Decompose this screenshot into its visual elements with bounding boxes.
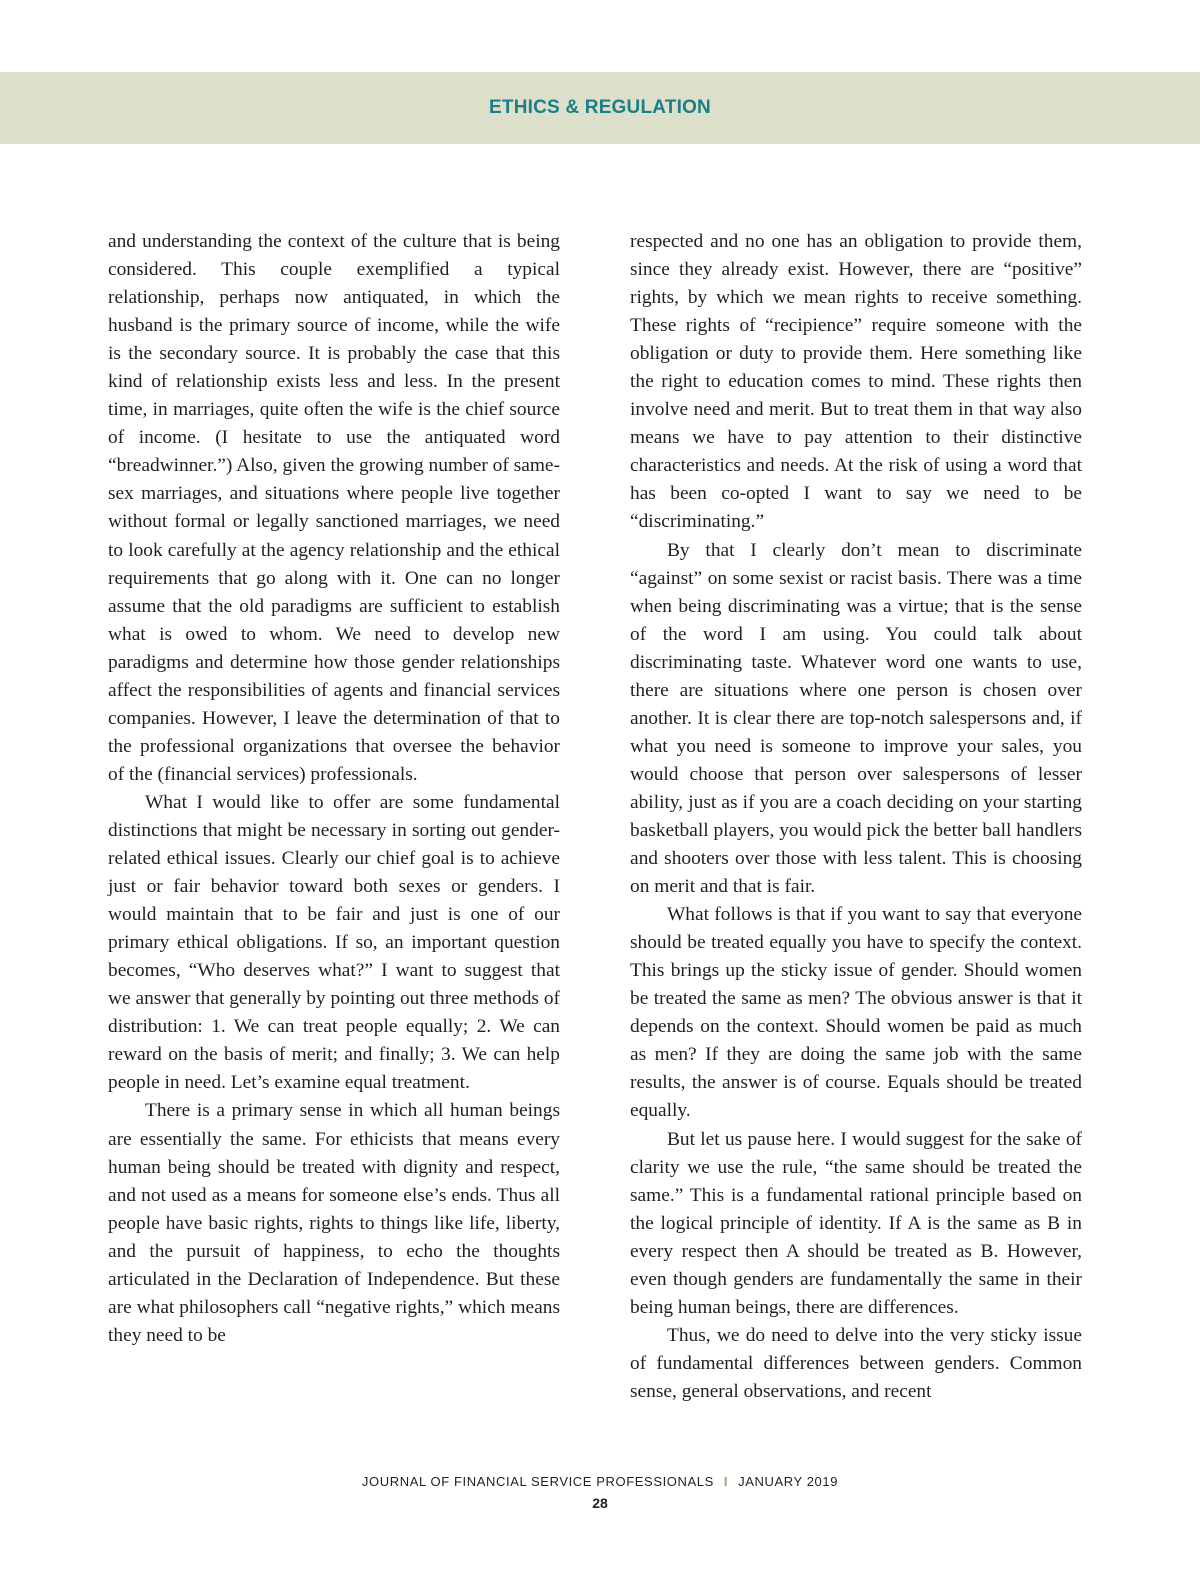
paragraph: There is a primary sense in which all human beings are essentially the same. For ethicists that means every human being should be treated with dignity and respect, and not used as a means for someone else’s ends. Thus all people have basic rights, rights to things like life, liberty, and the pursuit of happiness, to echo the thoughts articulated in the Declaration of Independence. But these are what philosophers call “negative rights,” which means they need to be: [108, 1100, 560, 1346]
section-title: ETHICS & REGULATION: [489, 97, 711, 118]
journal-title: JOURNAL OF FINANCIAL SERVICE PROFESSIONALS: [361, 1474, 714, 1489]
paragraph: Thus, we do need to delve into the very sticky issue of fundamental differences between genders. Common sense, general observations, and recent: [630, 1324, 1082, 1402]
right-column: [630, 228, 1082, 1406]
paragraph: By that I clearly don’t mean to discriminate “against” on some sexist or racist basis. There was a time when being discriminating was a virtue; that is the sense of the word I am using. You could talk about discriminating taste. Whatever word one wants to use, there are situations where one person is chosen over another. It is clear there are top-notch salespersons and, if what you need is someone to improve your sales, you would choose that person over salespersons of lesser ability, just as if you are a coach deciding on your starting basketball players, you would pick the better ball handlers and shooters over those with less talent. This is choosing on merit and that is fair.: [630, 539, 1082, 898]
paragraph: and understanding the context of the culture that is being considered. This couple exemplified a typical relationship, perhaps now antiquated, in which the husband is the primary source of income, while the wife is the secondary source. It is probably the case that this kind of relationship exists less and less. In the present time, in marriages, quite often the wife is the chief source of income. (I hesitate to use the antiquated word “breadwinner.”) Also, given the growing number of same-sex marriages, and situations where people live together without formal or legally sanctioned marriages, we need to look carefully at the agency relationship and the ethical requirements that go along with it. One can no longer assume that the old paradigms are sufficient to establish what is owed to whom. We need to develop new paradigms and determine how those gender relationships affect the responsibilities of agents and financial services companies. However, I leave the determination of that to the professional organizations that oversee the behavior of the (financial services) professionals.: [108, 231, 560, 785]
footer-separator: I: [723, 1474, 729, 1489]
paragraph: What follows is that if you want to say that everyone should be treated equally you have to specify the context. This brings up the sticky issue of gender. Should women be treated the same as men? The obvious answer is that it depends on the context. Should women be paid as much as men? If they are doing the same job with the same results, the answer is of course. Equals should be treated equally.: [630, 904, 1082, 1122]
footer-journal-line: [0, 1474, 1200, 1489]
page-footer: [0, 1474, 1200, 1511]
paragraph: But let us pause here. I would suggest for the sake of clarity we use the rule, “the same should be treated the same.” This is a fundamental rational principle based on the logical principle of identity. If A is the same as B in every respect then A should be treated as B. However, even though genders are fundamentally the same in their being human beings, there are differences.: [630, 1128, 1082, 1318]
paragraph: What I would like to offer are some fundamental distinctions that might be necessary in sorting out gender-related ethical issues. Clearly our chief goal is to achieve just or fair behavior toward both sexes or genders. I would maintain that to be fair and just is one of our primary ethical obligations. If so, an important question becomes, “Who deserves what?” I want to suggest that we answer that generally by pointing out three methods of distribution: 1. We can treat people equally; 2. We can reward on the basis of merit; and finally; 3. We can help people in need. Let’s examine equal treatment.: [108, 791, 560, 1094]
issue-date: JANUARY 2019: [738, 1474, 839, 1489]
page-number: 28: [592, 1495, 608, 1511]
left-column: [108, 228, 560, 1350]
paragraph: respected and no one has an obligation to provide them, since they already exist. However, there are “positive” rights, by which we mean rights to receive something. These rights of “recipience” require someone with the obligation or duty to provide them. Here something like the right to education comes to mind. These rights then involve need and merit. But to treat them in that way also means we have to pay attention to their distinctive characteristics and needs. At the risk of using a word that has been co-opted I want to say we need to be “discriminating.”: [630, 231, 1082, 533]
section-header-band: [0, 72, 1200, 144]
